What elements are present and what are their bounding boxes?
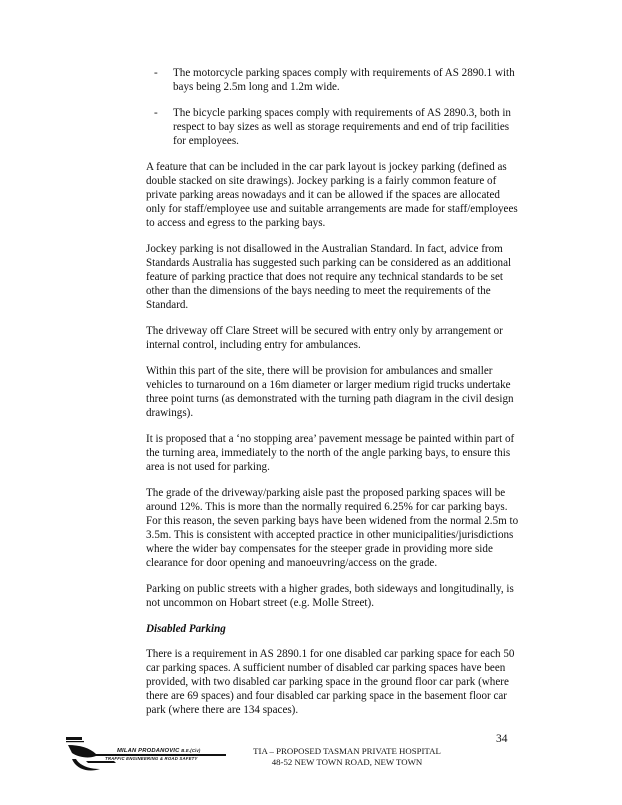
paragraph: Parking on public streets with a higher grades, both sideways and longitudinally, is not uncommon on Hobart street (e.g. Molle Street). xyxy=(146,583,514,609)
paragraph: It is proposed that a ‘no stopping area’ pavement message be painted within part of the turning area, immediately to the north of the angle parking bays, to ensure this area is not used for parking. xyxy=(146,433,515,473)
bullet-item xyxy=(146,106,522,148)
paragraph: The driveway off Clare Street will be secured with entry only by arrangement or internal control, including entry for ambulances. xyxy=(146,325,503,351)
bullet-marker: - xyxy=(154,67,158,79)
logo-name: MILAN PRODANOVIC B.E.(Civ) xyxy=(117,748,201,754)
paragraph: The grade of the driveway/parking aisle past the proposed parking spaces will be around 12%. This is more than the normally required 6.25% for car parking bays. For this reason, the seven parking bays have been widened from the normal 2.5m to 3.5m. This is consistent with accepted practice in other municipalities/jurisdictions where the wider bay compensates for the steeper grade in providing more side clearance for door opening and manoeuvring/access on the grade. xyxy=(146,487,519,569)
footer-address: 48-52 NEW TOWN ROAD, NEW TOWN xyxy=(271,757,423,767)
bullet-item xyxy=(146,66,522,94)
paragraph: Jockey parking is not disallowed in the Australian Standard. In fact, advice from Standards Australia has suggested such parking can be considered as an additional feature of parking practice that does not require any technical standards to be set other than the dimensions of the bays needing to meet the requirements of the Standard. xyxy=(146,243,512,311)
footer-title: TIA – PROPOSED TASMAN PRIVATE HOSPITAL xyxy=(253,746,441,756)
company-logo-icon xyxy=(66,735,226,775)
page-number: 34 xyxy=(496,733,508,745)
logo-tagline: TRAFFIC ENGINEERING & ROAD SAFETY xyxy=(105,756,198,761)
bullet-text: The bicycle parking spaces comply with requirements of AS 2890.3, both in respect to bay sizes as well as storage requirements and end of trip facilities for employees. xyxy=(173,107,511,147)
footer xyxy=(236,746,458,768)
bullet-marker: - xyxy=(154,107,158,119)
section-heading: Disabled Parking xyxy=(146,623,226,635)
paragraph: A feature that can be included in the car park layout is jockey parking (defined as double stacked on site drawings). Jockey parking is a fairly common feature of private parking areas nowadays and it can be allowed if the spaces are allocated only for staff/employee use and suitable arrangements are made for staff/employees to access and egress to the parking bays. xyxy=(146,161,518,229)
paragraph: Within this part of the site, there will be provision for ambulances and smaller vehicles to turnaround on a 16m diameter or larger medium rigid trucks undertake three point turns (as demonstrated with the turning path diagram in the civil design drawings). xyxy=(146,365,514,419)
bullet-text: The motorcycle parking spaces comply with requirements of AS 2890.1 with bays being 2.5m long and 1.2m wide. xyxy=(173,67,515,93)
body-text xyxy=(146,66,522,729)
paragraph: There is a requirement in AS 2890.1 for one disabled car parking space for each 50 car parking spaces. A sufficient number of disabled car parking spaces have been provided, with two disabled car parking space in the ground floor car park (where there are 69 spaces) and four disabled car parking space in the basement floor car park (where there are 134 spaces). xyxy=(146,648,515,716)
